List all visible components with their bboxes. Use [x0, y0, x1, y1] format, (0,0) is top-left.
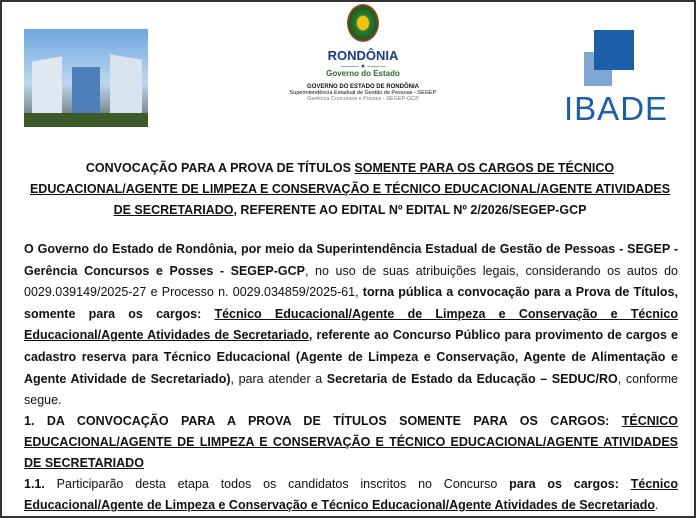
logo-subtitle: Governo do Estado — [326, 69, 400, 78]
item-text-segment: Participarão desta etapa todos os candidatos inscritos no Concurso — [44, 477, 510, 491]
org-line-2: Superintendência Estadual de Gestão de Pessoas - SEGEP — [289, 90, 437, 96]
ibade-logo-text: IBADE — [564, 90, 669, 127]
org-line-1: GOVERNO DO ESTADO DE RONDÔNIA — [307, 84, 419, 90]
item-text-segment: . — [655, 498, 659, 512]
paragraph-text-segment: Técnico Educacional/Agente de Limpeza e Conservação e Técnico Educacional/Agente Atividades de Secretariado — [24, 306, 678, 343]
paragraph-text-segment: Secretaria de Estado da Educação – SEDUC/RO — [326, 371, 618, 386]
org-line-3: Gerência Concursos e Posses - SEGEP-GCP — [307, 96, 419, 102]
document-title — [24, 158, 676, 221]
item-text-segment: para os cargos: — [509, 477, 631, 491]
item-text-segment: 1.1. — [24, 477, 45, 491]
paragraph-text-segment: , no uso de suas atribuições legais, considerando os autos do 0029.039149/2025-27 e Processo n. 0029.034859/2025-61, — [24, 263, 678, 300]
ibade-logo — [562, 30, 682, 130]
section-text-segment: 1. DA CONVOCAÇÃO PARA A PROVA DE TÍTULOS SOMENTE PARA OS CARGOS: — [24, 414, 622, 428]
section-item-1-1 — [24, 474, 678, 516]
building-photo — [24, 29, 148, 127]
paragraph-text-segment: O Governo do Estado de Rondônia, por meio da Superintendência Estadual de Gestão de Pessoas - SEGEP - Gerência Concursos e Posses - SEGEP-GCP — [24, 242, 678, 278]
logo-name: RONDÔNIA — [327, 48, 399, 63]
state-seal-icon — [347, 4, 379, 42]
rondonia-logo — [288, 4, 438, 102]
paragraph-text-segment: , conforme segue. — [24, 371, 678, 408]
title-text-segment: SOMENTE PARA OS CARGOS DE TÉCNICO EDUCACIONAL/AGENTE DE LIMPEZA E CONSERVAÇÃO E TÉCNICO EDUCACIONAL/AGENTE ATIVIDADES DE SECRETARIADO — [29, 161, 671, 217]
title-text-segment: , REFERENTE AO EDITAL Nº EDITAL Nº 2/2026/SEGEP-GCP — [233, 203, 587, 217]
title-text-segment: CONVOCAÇÃO PARA A PROVA DE TÍTULOS — [85, 161, 355, 175]
logo-divider: ——— ★ ——— — [340, 64, 386, 70]
item-text-segment: Técnico Educacional/Agente de Limpeza e Conservação e Técnico Educacional/Agente Atividades de Secretariado — [24, 477, 678, 512]
paragraph-text-segment: , referente ao Concurso Público para provimento de cargos e cadastro reserva para Técnico Educacional (Agente de Limpeza e Conservação, Agente de Alimentação e Agente Atividade de Secretariado) — [24, 328, 678, 386]
paragraph-text-segment: torna pública a convocação para a Prova de Títulos, somente para os cargos: — [24, 285, 678, 321]
paragraph-text-segment: , para atender a — [230, 371, 327, 386]
section-text-segment: TÉCNICO EDUCACIONAL/AGENTE DE LIMPEZA E CONSERVAÇÃO E TÉCNICO EDUCACIONAL/AGENTE ATIVIDADES DE SECRETARIADO — [24, 414, 678, 470]
section-heading — [24, 411, 678, 474]
intro-paragraph — [24, 239, 678, 412]
